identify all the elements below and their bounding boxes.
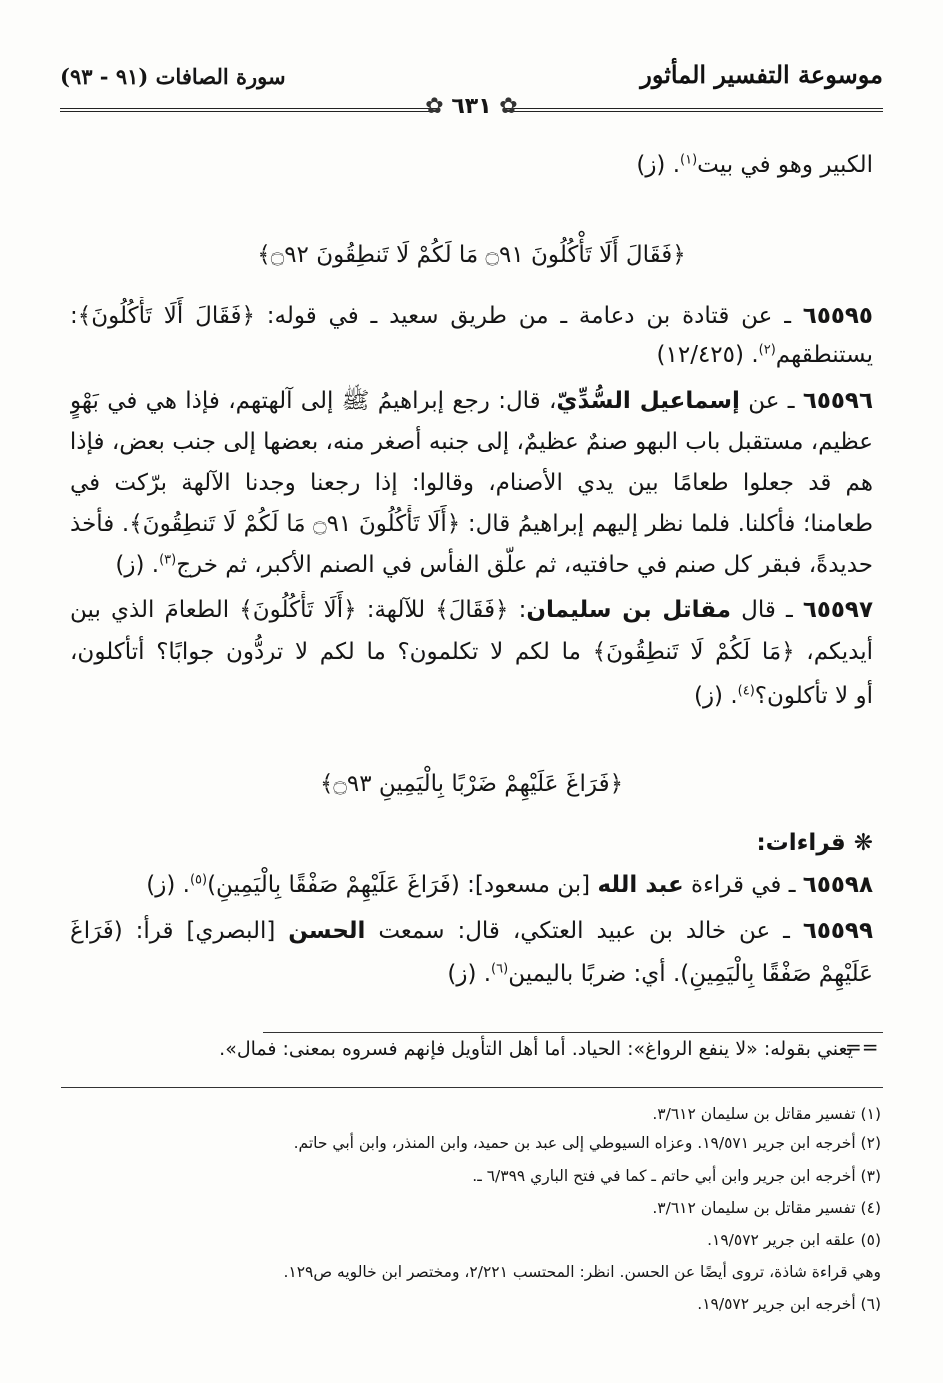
footnote-1: (١) تفسير مقاتل بن سليمان ٣/٦١٢. <box>652 1105 881 1123</box>
footnote-ref[interactable]: (٣) <box>159 552 177 568</box>
quran-quote: ﴿مَا لَكُمْ لَا تَنطِقُونَ﴾ <box>592 639 795 665</box>
verse-heading: ﴿فَرَاغَ عَلَيْهِمْ ضَرْبًا بِالْيَمِينِ ۝٩٣﴾ <box>319 771 624 797</box>
footnote-6: (٦) أخرجه ابن جرير ١٩/٥٧٢. <box>697 1295 881 1313</box>
quran-quote: ﴿أَلَا تَأْكُلُونَ﴾ <box>239 597 357 623</box>
asterism-icon: ❋ <box>853 830 873 856</box>
text-line: الكبير وهو في بيت$^{(١)}$. (ز) <box>636 152 873 178</box>
entry-65599: ٦٥٥٩٩ ـ عن خالد بن عبيد العتكي، قال: سمعت الحسن [البصري] قرأ: (فَرَاغَ <box>70 918 873 944</box>
entry-65596: ٦٥٥٩٦ ـ عن إسماعيل السُّدِّيّ، قال: رجع إبراهيمُ ﷺ إلى آلهتهم، فإذا هي في بَهْوٍ <box>70 388 873 414</box>
footnote-5: (٥) علقه ابن جرير ١٩/٥٧٢. <box>707 1231 881 1249</box>
text-line: عَلَيْهِمْ صَفْقًا بِالْيَمِينِ). أي: ضربًا باليمين$^{(٦)}$. (ز) <box>447 961 873 987</box>
narrator-name: مقاتل بن سليمان <box>526 597 732 623</box>
book-title: موسوعة التفسير المأثور <box>640 60 883 89</box>
continuation-marks: == <box>845 1035 879 1059</box>
flower-ornament-icon: ✿ <box>491 94 518 119</box>
footnote-ref[interactable]: (٤) <box>737 683 755 699</box>
footnote-5-continued: وهي قراءة شاذة، تروى أيضًا عن الحسن. انظر: المحتسب ٢/٢٢١، ومختصر ابن خالويه ص١٢٩. <box>283 1263 881 1281</box>
narrator-name: إسماعيل السُّدِّيّ <box>556 388 740 414</box>
entry-number: ٦٥٥٩٦ <box>802 388 873 414</box>
entry-65597: ٦٥٥٩٧ ـ قال مقاتل بن سليمان: ﴿فَقَالَ﴾ للآلهة: ﴿أَلَا تَأْكُلُونَ﴾ الطعامَ الذي بين <box>70 597 873 623</box>
narrator-name: عبد الله <box>597 872 684 898</box>
footnote-ref[interactable]: (١) <box>680 152 698 168</box>
text-line: عظيم، مستقبل باب البهو صنمٌ عظيمٌ، إلى جنبه أصغر منه، بعضها إلى جنب بعض، فإذا <box>70 429 873 455</box>
entry-65598: ٦٥٥٩٨ ـ في قراءة عبد الله [بن مسعود]: (فَرَاغَ عَلَيْهِمْ صَفْقًا بِالْيَمِينِ)$^{(٥)}$. (ز) <box>146 872 873 898</box>
text-line: أيديكم، ﴿مَا لَكُمْ لَا تَنطِقُونَ﴾ ما لكم لا تكلمون؟ ما لكم لا تردُّون جوابًا؟ أتأكلون، <box>70 639 873 665</box>
page-number: ✿ ٦٣١ ✿ <box>425 94 518 119</box>
footnote-rule <box>61 1087 883 1088</box>
entry-65595: ٦٥٥٩٥ ـ عن قتادة بن دعامة ـ من طريق سعيد ـ في قوله: ﴿فَقَالَ أَلَا تَأْكُلُونَ﴾: <box>70 303 873 329</box>
flower-ornament-icon: ✿ <box>425 94 452 119</box>
entry-number: ٦٥٥٩٩ <box>802 918 873 944</box>
footnote-4: (٤) تفسير مقاتل بن سليمان ٣/٦١٢. <box>652 1199 881 1217</box>
text-line: حديدةً، فبقر كل صنم في حافتيه، ثم علّق الفأس في الصنم الأكبر، ثم خرج$^{(٣)}$. (ز) <box>115 552 873 578</box>
section-heading-qiraat: ❋ قراءات: <box>756 830 873 856</box>
entry-number: ٦٥٥٩٧ <box>802 597 873 623</box>
text-line: طعامنا؛ فأكلنا. فلما نظر إليهم إبراهيمُ قال: ﴿أَلَا تَأْكُلُونَ ۝٩١ مَا لَكُمْ لَا تَنطِقُونَ﴾. فأخذ <box>70 511 873 537</box>
footnote-ref[interactable]: (٥) <box>189 872 208 888</box>
surah-title: سورة الصافات (٩١ - ٩٣) <box>60 64 286 89</box>
text-line: هم قد جعلوا طعامًا بين يدي الأصنام، وقالوا: إذا رجعنا وجدنا الآلهة برّكت في <box>70 470 873 496</box>
verse-heading: ﴿فَقَالَ أَلَا تَأْكُلُونَ ۝٩١ مَا لَكُمْ لَا تَنطِقُونَ ۝٩٢﴾ <box>257 242 686 268</box>
quran-quote: ﴿فَقَالَ﴾ <box>435 597 509 623</box>
footnote-separator <box>263 1032 883 1033</box>
continued-footnote: يعني بقوله: «لا ينفع الرواغ»: الحياد. أما أهل التأويل فإنهم فسروه بمعنى: فمال». <box>219 1038 853 1060</box>
entry-number: ٦٥٥٩٥ <box>802 303 873 329</box>
footnote-ref[interactable]: (٦) <box>491 961 509 977</box>
quran-quote: ﴿أَلَا تَأْكُلُونَ ۝٩١ مَا لَكُمْ لَا تَنطِقُونَ﴾ <box>129 511 461 537</box>
narrator-name: الحسن <box>288 918 366 944</box>
entry-number: ٦٥٥٩٨ <box>802 872 873 898</box>
quran-quote: ﴿فَقَالَ أَلَا تَأْكُلُونَ﴾ <box>77 303 255 329</box>
footnote-ref[interactable]: (٢) <box>758 342 776 358</box>
text-line: أو لا تأكلون؟$^{(٤)}$. (ز) <box>693 683 873 709</box>
text-line: يستنطقهم$^{(٢)}$. (١٢/٤٢٥) <box>656 342 873 368</box>
footnote-3: (٣) أخرجه ابن جرير وابن أبي حاتم ـ كما في فتح الباري ٦/٣٩٩ ـ. <box>472 1167 881 1185</box>
footnote-2: (٢) أخرجه ابن جرير ١٩/٥٧١. وعزاه السيوطي إلى عبد بن حميد، وابن المنذر، وابن أبي حاتم. <box>293 1134 881 1152</box>
